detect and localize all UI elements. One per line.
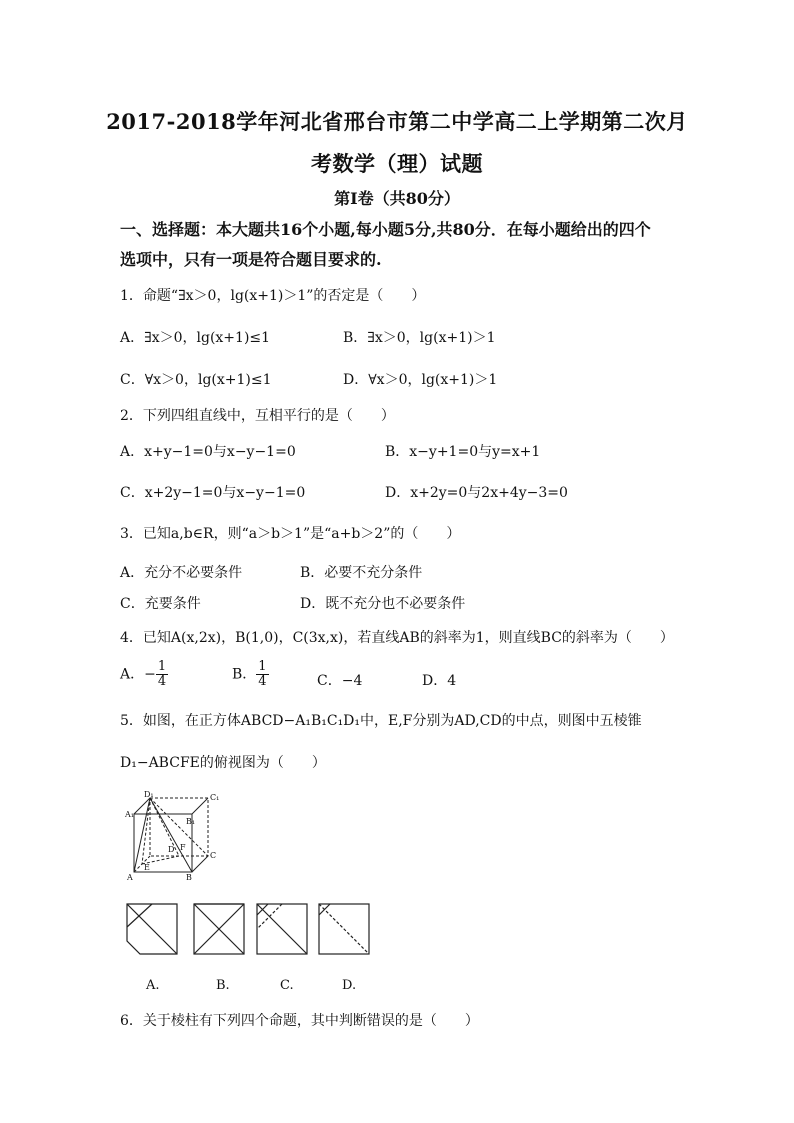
q5-stem-line1: 5．如图，在正方体ABCD−A₁B₁C₁D₁中，E,F分别为AD,CD的中点，则图中五棱锥 — [120, 713, 642, 729]
q5-stem-line2: D₁−ABCFE的俯视图为（ ） — [120, 755, 326, 771]
q1-stem: 1．命题“∃x＞0，lg(x+1)＞1”的否定是（ ） — [120, 288, 426, 304]
q4-option-a — [120, 660, 168, 689]
q2-option-b: B．x−y+1=0与y=x+1 — [385, 444, 541, 460]
exam-title-line2: 考数学（理）试题 — [311, 151, 483, 176]
top-view-d-dashed — [319, 904, 369, 954]
q6-stem: 6．关于棱柱有下列四个命题，其中判断错误的是（ ） — [120, 1013, 479, 1029]
cube-label-f: F — [180, 843, 186, 852]
q2-option-d: D．x+2y=0与2x+4y−3=0 — [385, 485, 568, 501]
q1-option-a: A．∃x＞0，lg(x+1)≤1 — [120, 330, 271, 346]
q1-option-d: D．∀x＞0，lg(x+1)＞1 — [343, 372, 498, 388]
q4-option-c: C．−4 — [317, 673, 363, 689]
q4-option-b-denominator: 4 — [258, 674, 267, 689]
pyramid-edge — [150, 798, 179, 856]
section-instructions-line1: 一、选择题：本大题共16个小题,每小题5分,共80分．在每小题给出的四个 — [120, 220, 651, 239]
cube-label-a1: A₁ — [125, 810, 134, 819]
pyramid-edge — [150, 798, 192, 872]
cube-figure — [124, 790, 224, 882]
cube-label-c: C — [210, 851, 217, 860]
q4-option-a-denominator: 4 — [157, 674, 167, 689]
q4-option-a-numerator: 1 — [157, 659, 167, 674]
cube-label-c1: C₁ — [210, 793, 220, 802]
q4-option-b-numerator: 1 — [258, 659, 267, 674]
top-view-a — [126, 903, 178, 955]
q1-option-c: C．∀x＞0，lg(x+1)≤1 — [120, 372, 272, 388]
q3-option-a: A．充分不必要条件 — [120, 565, 243, 581]
q3-stem: 3．已知a,b∈R，则“a＞b＞1”是“a+b＞2”的（ ） — [120, 526, 461, 542]
top-view-d — [318, 903, 370, 955]
section-instructions-line2: 选项中，只有一项是符合题目要求的. — [120, 250, 382, 269]
top-view-label-d: D. — [342, 978, 357, 993]
q3-option-d: D．既不充分也不必要条件 — [300, 596, 466, 612]
q3-option-b: B．必要不充分条件 — [300, 565, 423, 581]
q4-option-a-fraction — [156, 660, 168, 689]
q4-option-b-prefix: B． — [232, 666, 257, 683]
q4-option-b — [232, 660, 269, 689]
top-view-label-c: C. — [280, 978, 294, 993]
q4-option-b-fraction — [256, 660, 268, 689]
cube-label-e: E — [144, 863, 150, 872]
q2-option-a: A．x+y−1=0与x−y−1=0 — [120, 444, 296, 460]
top-view-label-a: A. — [146, 978, 160, 993]
top-view-label-b: B. — [216, 978, 230, 993]
cube-label-b1: B₁ — [186, 817, 196, 826]
top-view-c — [256, 903, 308, 955]
q4-option-a-prefix: A．− — [120, 666, 156, 683]
cube-edge — [192, 798, 208, 814]
q2-option-c: C．x+2y−1=0与x−y−1=0 — [120, 485, 306, 501]
q4-stem: 4．已知A(x,2x)，B(1,0)，C(3x,x)，若直线AB的斜率为1，则直线BC的斜率为（ ） — [120, 630, 674, 646]
cube-edge — [134, 798, 150, 814]
q3-option-c: C．充要条件 — [120, 596, 201, 612]
top-view-c-diagonal — [257, 904, 307, 954]
top-view-b — [193, 903, 245, 955]
cube-label-a: A — [127, 873, 133, 882]
volume-heading: 第Ⅰ卷（共80分） — [334, 189, 460, 208]
q1-option-b: B．∃x＞0，lg(x+1)＞1 — [343, 330, 496, 346]
exam-title-line1: 2017-2018学年河北省邢台市第二中学高二上学期第二次月 — [106, 109, 688, 134]
pyramid-edge — [134, 798, 150, 872]
q4-option-d: D．4 — [422, 673, 457, 689]
cube-label-d: D — [168, 845, 175, 854]
top-view-a-diagonal — [127, 904, 177, 954]
cube-label-d1: D₁ — [144, 790, 154, 799]
cube-label-b: B — [186, 873, 192, 882]
q2-stem: 2．下列四组直线中，互相平行的是（ ） — [120, 408, 395, 424]
cube-edge — [192, 856, 208, 872]
